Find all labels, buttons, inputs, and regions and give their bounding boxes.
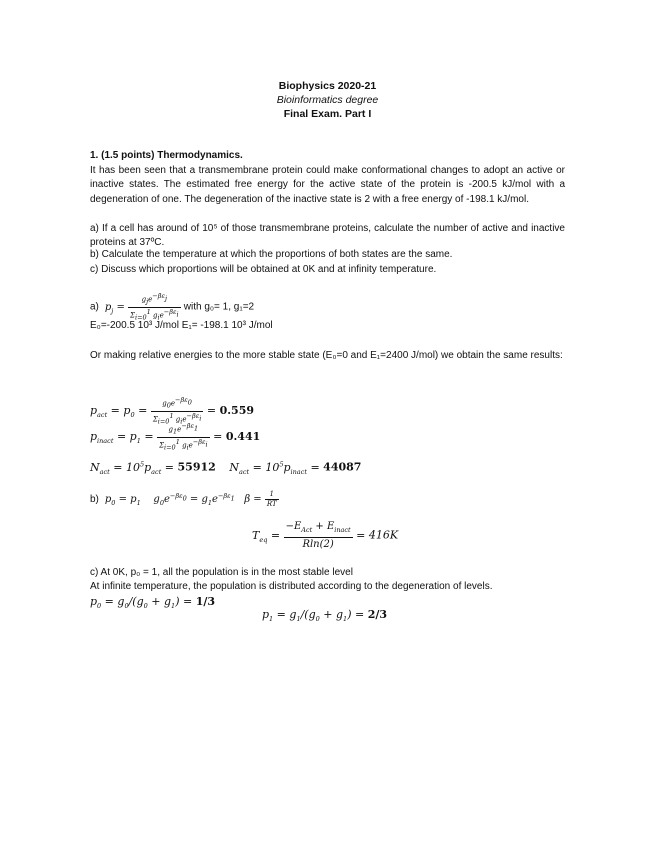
energies-text: E₀=-200.5 10³ J/mol E₁= -198.1 10³ J/mol bbox=[90, 320, 273, 331]
p-inact-value: 0.441 bbox=[225, 430, 261, 444]
p-inact-equation: $p_{inact} = p_1$ = $\frac{g_1e^{-\beta\varepsilon_1}}{\Sigma_{i=0}^1 g_ie^{-\beta\varepsilon_i}}$ = 0.441 bbox=[90, 422, 261, 452]
p0-result-value: 1/3 bbox=[195, 595, 216, 608]
p1-result-equation: $p_1 = g_1/(g_0 + g_1) = 2/3$ bbox=[262, 608, 388, 624]
p-act-equation: $p_{act} = p_0$ = $\frac{g_0e^{-\beta\varepsilon_0}}{\Sigma_{i=0}^1 g_ie^{-\beta\varepsilon_i}}$ = 0.559 bbox=[90, 396, 255, 426]
p0-result-equation: $p_0 = g_0/(g_0 + g_1) = 1/3$ bbox=[90, 595, 216, 611]
solution-c-line2: At infinite temperature, the population is distributed according to the degeneration of levels. bbox=[90, 581, 493, 592]
question-statement: It has been seen that a transmembrane protein could make conformational changes to adopt an active or inactive states. The estimated free energy for the active state of the protein is -200.5 kJ/mol with a degeneration of one. The degeneration of the inactive state is 2 with a free energy of -198.1 kJ/mol. bbox=[90, 165, 565, 205]
question-title: 1. (1.5 points) Thermodynamics. bbox=[90, 150, 243, 161]
p1-result-value: 2/3 bbox=[367, 608, 388, 621]
question-part-b: b) Calculate the temperature at which the proportions of both states are the same. bbox=[90, 249, 453, 260]
solution-a-formula bbox=[90, 292, 254, 322]
document-subtitle: Bioinformatics degree bbox=[276, 94, 379, 106]
question-part-a: a) If a cell has around of 10⁵ of those transmembrane proteins, calculate the number of active and inactive proteins at 37ºC. bbox=[90, 223, 565, 249]
question-part-c: c) Discuss which proportions will be obtained at 0K and at infinity temperature. bbox=[90, 264, 437, 275]
n-inact-value: 44087 bbox=[323, 460, 362, 474]
solution-b-formula: b) $p_0 = p_1$ $g_0e^{-\beta\varepsilon_0} = g_1e^{-\beta\varepsilon_1}$ β = $\frac{1}{RT}$ bbox=[90, 490, 277, 508]
pj-formula: $p_j$ = $\frac{g_je^{-\beta\varepsilon_j}}{\Sigma_{i=0}^1 g_ie^{-\beta\varepsilon_i}}$ bbox=[101, 292, 179, 322]
n-act-value: 55912 bbox=[177, 460, 216, 474]
solution-b-label: b) bbox=[90, 494, 99, 505]
relative-energies-text: Or making relative energies to the more stable state (E₀=0 and E₁=2400 J/mol) we obtain the same results: bbox=[90, 350, 563, 361]
solution-a-label: a) bbox=[90, 301, 99, 313]
n-equations: $N_{act} = 10^5p_{act} = 55912$ $N_{act} = 10^5p_{inact} = 44087$ bbox=[90, 460, 362, 476]
t-eq-value: 416K bbox=[368, 528, 399, 542]
p-act-value: 0.559 bbox=[219, 404, 255, 418]
degeneracy-text: with g₀= 1, g₁=2 bbox=[183, 301, 255, 313]
document-title: Biophysics 2020-21 bbox=[278, 80, 377, 92]
t-eq-equation: $T_{eq}$ = $\frac{-E_{Act} + E_{inact}}{Rln(2)}$ = 416K bbox=[252, 521, 399, 550]
exam-title: Final Exam. Part I bbox=[283, 108, 372, 120]
solution-c-line1: c) At 0K, p₀ = 1, all the population is in the most stable level bbox=[90, 567, 353, 578]
